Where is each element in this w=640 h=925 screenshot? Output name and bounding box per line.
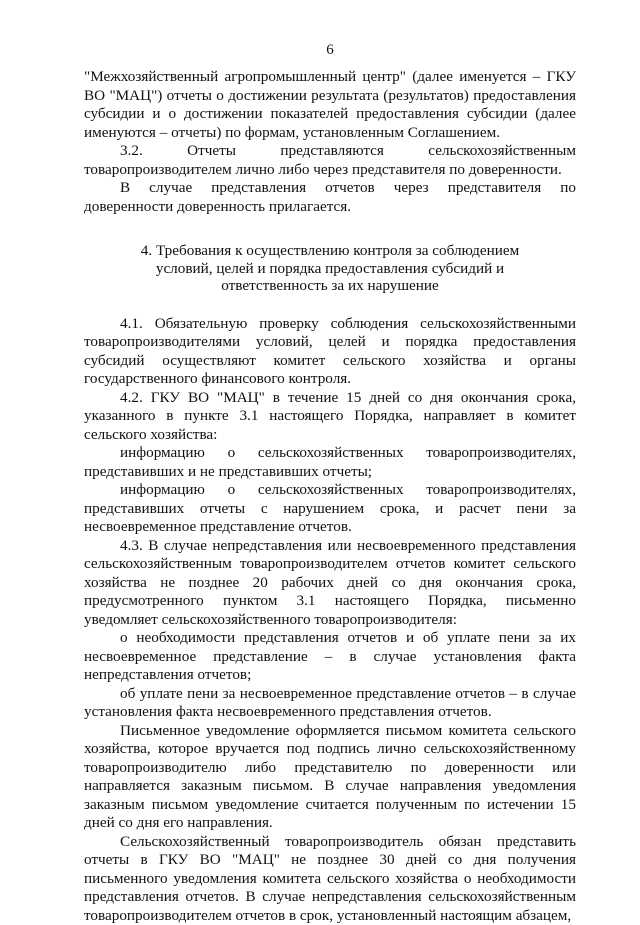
paragraph-info-late: информацию о сельскохозяйственных товаропроизводителях, представивших отчеты с нарушением срока, и расчет пени за несвоевременное представление отчетов.: [84, 481, 576, 537]
paragraph-info-submitted: информацию о сельскохозяйственных товаропроизводителях, представивших и не представивших отчеты;: [84, 444, 576, 481]
paragraph-4-3: 4.3. В случае непредставления или несвоевременного представления сельскохозяйственным товаропроизводителем отчетов комитет сельского хозяйства не позднее 20 рабочих дней со дня окончания срока, предусмотренного пунктом 3.1 настоящего Порядка, письменно уведомляет сельскохозяйственного товаропроизводителя:: [84, 537, 576, 630]
paragraph-4-2: 4.2. ГКУ ВО "МАЦ" в течение 15 дней со дня окончания срока, указанного в пункте 3.1 настоящего Порядка, направляет в комитет сельского хозяйства:: [84, 389, 576, 445]
paragraph-mac-reports: "Межхозяйственный агропромышленный центр" (далее именуется – ГКУ ВО "МАЦ") отчеты о достижении результата (результатов) предоставления субсидии и о достижении показателей предоставления субсидии (далее именуются – отчеты) по формам, установленным Соглашением.: [84, 68, 576, 142]
paragraph-written-notice: Письменное уведомление оформляется письмом комитета сельского хозяйства, которое вручается под подпись лично сельскохозяйственному товаропроизводителю либо представителю по доверенности или направляется заказным письмом. В случае направления уведомления заказным письмом уведомление считается полученным по истечении 15 дней со дня его направления.: [84, 722, 576, 833]
paragraph-3-2: 3.2. Отчеты представляются сельскохозяйственным товаропроизводителем лично либо через представителя по доверенности.: [84, 142, 576, 179]
page-number: 6: [84, 42, 576, 59]
section-4-heading: 4. Требования к осуществлению контроля за соблюдением условий, целей и порядка предоставления субсидий и ответственность за их нарушение: [130, 242, 530, 295]
paragraph-necessity: о необходимости представления отчетов и об уплате пени за их несвоевременное представление – в случае установления факта непредставления отчетов;: [84, 629, 576, 685]
paragraph-obligation: Сельскохозяйственный товаропроизводитель обязан представить отчеты в ГКУ ВО "МАЦ" не позднее 30 дней со дня получения письменного уведомления комитета сельского хозяйства о необходимости представления отчетов. В случае непредставления сельскохозяйственным товаропроизводителем отчетов в срок, установленный настоящим абзацем,: [84, 833, 576, 925]
document-body: [84, 68, 576, 925]
paragraph-proxy: В случае представления отчетов через представителя по доверенности доверенность прилагается.: [84, 179, 576, 216]
paragraph-penalty: об уплате пени за несвоевременное представление отчетов – в случае установления факта несвоевременного представления отчетов.: [84, 685, 576, 722]
paragraph-4-1: 4.1. Обязательную проверку соблюдения сельскохозяйственными товаропроизводителями условий, целей и порядка предоставления субсидий осуществляют комитет сельского хозяйства и органы государственного финансового контроля.: [84, 315, 576, 389]
